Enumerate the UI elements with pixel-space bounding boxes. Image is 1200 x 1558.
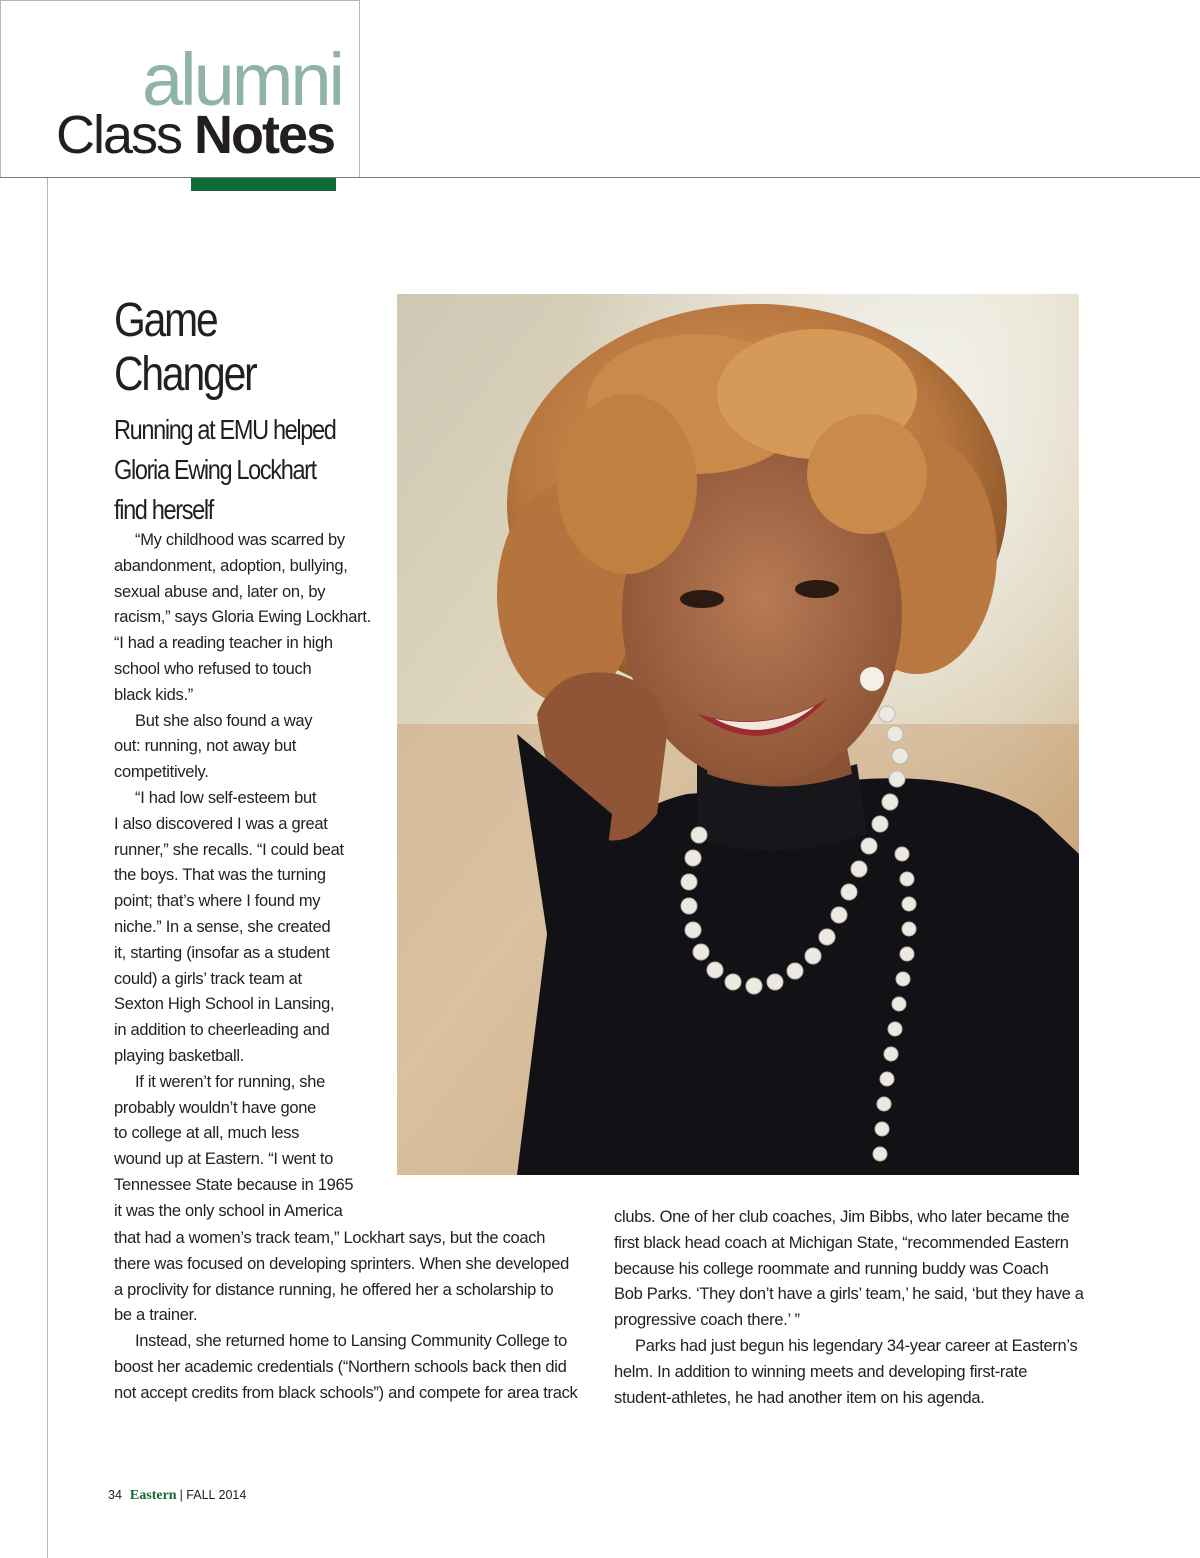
article-body-column-1-continued — [114, 1226, 590, 1407]
text-line: “I had a reading teacher in high — [114, 634, 333, 653]
text-line: it, starting (insofar as a student — [114, 943, 330, 962]
green-accent-tab — [191, 178, 336, 191]
subtitle-line: Gloria Ewing Lockhart — [114, 454, 316, 485]
text-line: the boys. That was the turning — [114, 866, 326, 885]
text-line: Parks had just begun his legendary 34-year career at Eastern’s — [635, 1336, 1078, 1355]
text-line: there was focused on developing sprinters. When she developed — [114, 1254, 569, 1273]
paragraph — [114, 734, 376, 786]
text-line: racism,” says Gloria Ewing Lockhart. — [114, 608, 371, 627]
subtitle-line: find herself — [114, 494, 213, 525]
text-line: black kids.” — [114, 685, 193, 704]
text-line: Tennessee State because in 1965 — [114, 1175, 354, 1194]
paragraph — [114, 786, 376, 812]
text-line: “I had low self-esteem but — [135, 788, 317, 807]
article-subtitle — [114, 410, 366, 530]
issue-label: | FALL 2014 — [179, 1488, 247, 1502]
section-label-alumni: alumni — [142, 38, 342, 121]
paragraph — [114, 554, 376, 709]
article-title — [114, 294, 344, 402]
paragraph — [114, 528, 376, 554]
text-line: playing basketball. — [114, 1046, 245, 1065]
header-divider — [0, 177, 1200, 178]
paragraph — [114, 1096, 376, 1225]
text-line: to college at all, much less — [114, 1124, 300, 1143]
text-line: runner,” she recalls. “I could beat — [114, 840, 344, 859]
text-line: progressive coach there.’ ” — [614, 1311, 800, 1330]
text-line: “My childhood was scarred by — [135, 531, 345, 549]
text-line: probably wouldn’t have gone — [114, 1098, 316, 1117]
text-line: first black head coach at Michigan State, “recommended Eastern — [614, 1233, 1069, 1252]
text-line: Bob Parks. ‘They don’t have a girls’ team,’ he said, ‘but they have a — [614, 1285, 1084, 1304]
text-line: out: running, not away but — [114, 737, 297, 756]
text-line: sexual abuse and, later on, by — [114, 582, 326, 601]
text-line: could) a girls’ track team at — [114, 969, 302, 988]
text-line: point; that’s where I found my — [114, 892, 321, 911]
title-line: Game — [114, 294, 217, 347]
page-number: 34 — [108, 1488, 122, 1502]
text-line: in addition to cheerleading and — [114, 1021, 330, 1040]
article-body-column-2 — [614, 1205, 1084, 1411]
text-line: abandonment, adoption, bullying, — [114, 556, 348, 575]
text-line: student-athletes, he had another item on his agenda. — [614, 1388, 985, 1407]
text-line: Sexton High School in Lansing, — [114, 995, 335, 1014]
text-line: niche.” In a sense, she created — [114, 917, 331, 936]
text-line: I also discovered I was a great — [114, 814, 328, 833]
paragraph — [614, 1205, 1084, 1334]
page-footer — [108, 1488, 246, 1504]
paragraph — [614, 1360, 1084, 1412]
text-line: boost her academic credentials (“Northern schools back then did — [114, 1357, 567, 1376]
text-line: If it weren’t for running, she — [135, 1072, 326, 1091]
section-label-notes: Notes — [194, 105, 335, 165]
paragraph — [614, 1334, 1084, 1360]
text-line: Instead, she returned home to Lansing Community College to — [135, 1332, 568, 1351]
paragraph — [114, 709, 376, 735]
paragraph — [114, 1355, 590, 1407]
text-line: not accept credits from black schools”) and compete for area track — [114, 1383, 578, 1402]
text-line: But she also found a way — [135, 711, 313, 730]
paragraph — [114, 1226, 590, 1329]
subtitle-line: Running at EMU helped — [114, 414, 336, 445]
text-line: a proclivity for distance running, he offered her a scholarship to — [114, 1280, 554, 1299]
text-line: clubs. One of her club coaches, Jim Bibbs, who later became the — [614, 1208, 1070, 1226]
paragraph — [114, 1070, 376, 1096]
paragraph — [114, 812, 376, 1070]
text-line: wound up at Eastern. “I went to — [114, 1150, 334, 1169]
portrait-photo — [397, 294, 1079, 1175]
section-label-class-notes — [56, 102, 334, 168]
text-line: school who refused to touch — [114, 659, 312, 678]
text-line: competitively. — [114, 763, 209, 782]
title-line: Changer — [114, 348, 256, 401]
text-line: that had a women’s track team,” Lockhart says, but the coach — [114, 1229, 546, 1247]
text-line: because his college roommate and running buddy was Coach — [614, 1259, 1049, 1278]
publication-name: Eastern — [129, 1488, 177, 1503]
left-margin-rule — [47, 178, 48, 1558]
section-label-class: Class — [56, 105, 182, 165]
text-line: be a trainer. — [114, 1306, 198, 1325]
text-line: it was the only school in America — [114, 1201, 343, 1220]
paragraph — [114, 1329, 590, 1355]
text-line: helm. In addition to winning meets and developing first-rate — [614, 1362, 1028, 1381]
article-body-column-1 — [114, 528, 376, 1225]
